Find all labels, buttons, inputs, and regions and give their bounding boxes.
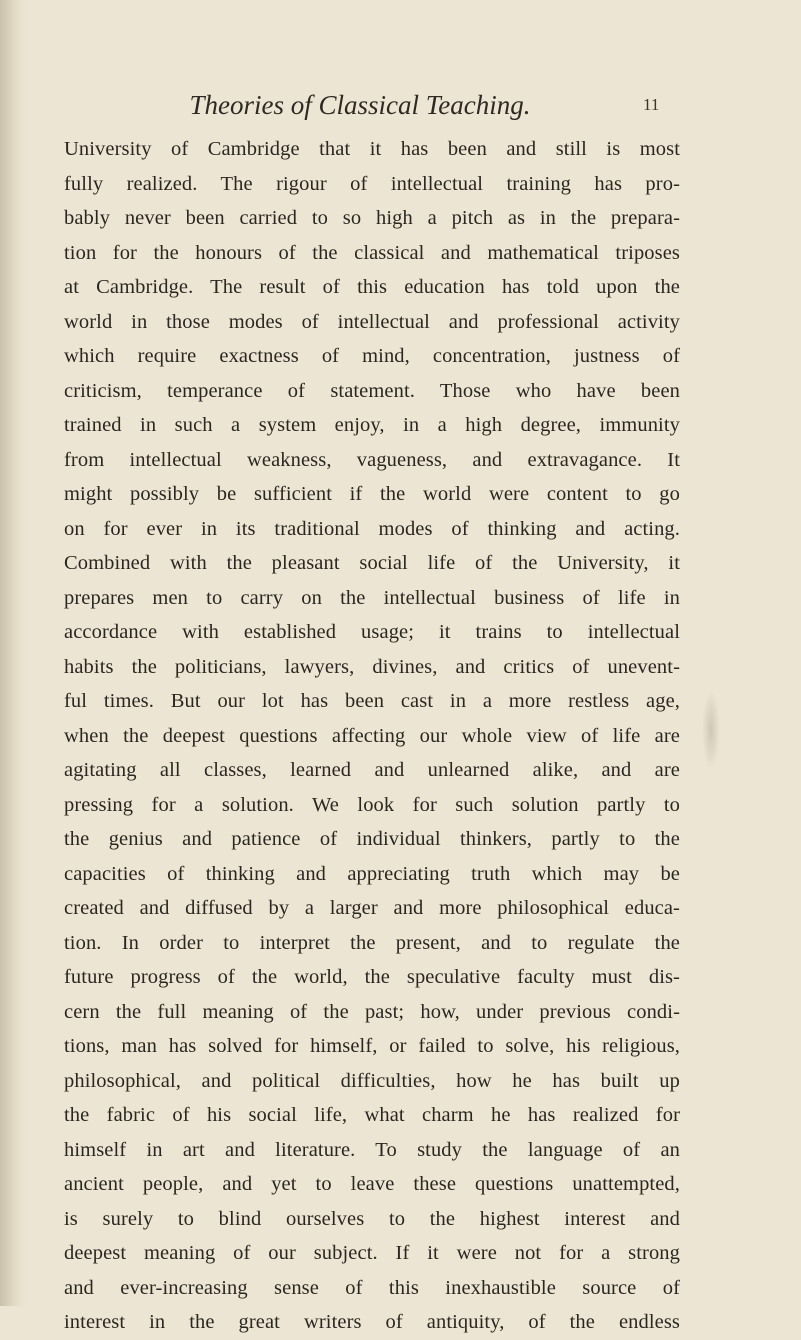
text-line: on for ever in its traditional modes of thinking and acting. bbox=[64, 517, 680, 540]
text-line: and ever-increasing sense of this inexhaustible source of bbox=[64, 1276, 680, 1299]
text-line: Combined with the pleasant social life of the University, it bbox=[64, 552, 680, 574]
text-line: tion for the honours of the classical and mathematical triposes bbox=[64, 241, 680, 264]
text-line: cern the full meaning of the past; how, under previous condi- bbox=[64, 1000, 680, 1023]
text-line: the genius and patience of individual thinkers, partly to the bbox=[64, 828, 680, 850]
running-head bbox=[60, 88, 660, 122]
page-number: 11 bbox=[643, 95, 660, 114]
text-line: pressing for a solution. We look for such solution partly to bbox=[64, 793, 680, 816]
text-line: is surely to blind ourselves to the highest interest and bbox=[64, 1207, 680, 1230]
body-text bbox=[64, 132, 680, 1340]
text-line: might possibly be sufficient if the world were content to go bbox=[64, 483, 680, 505]
text-line: which require exactness of mind, concentration, justness of bbox=[64, 345, 680, 367]
page-spine-shadow bbox=[0, 0, 26, 1306]
running-title: Theories of Classical Teaching. bbox=[189, 90, 531, 120]
text-line: when the deepest questions affecting our whole view of life are bbox=[64, 724, 680, 747]
text-line: created and diffused by a larger and more philosophical educa- bbox=[64, 897, 680, 919]
text-line: criticism, temperance of statement. Those who have been bbox=[64, 379, 680, 402]
text-line: world in those modes of intellectual and professional activity bbox=[64, 310, 680, 333]
text-line: ful times. But our lot has been cast in a more restless age, bbox=[64, 690, 680, 712]
text-line: bably never been carried to so high a pitch as in the prepara- bbox=[64, 207, 680, 229]
text-line: prepares men to carry on the intellectual business of life in bbox=[64, 586, 680, 609]
text-line: philosophical, and political difficulties, how he has built up bbox=[64, 1069, 680, 1092]
text-line: fully realized. The rigour of intellectual training has pro- bbox=[64, 172, 680, 195]
text-line: interest in the great writers of antiquity, of the endless bbox=[64, 1311, 680, 1333]
text-line: trained in such a system enjoy, in a high degree, immunity bbox=[64, 414, 680, 436]
text-line: tions, man has solved for himself, or failed to solve, his religious, bbox=[64, 1035, 680, 1057]
text-line: agitating all classes, learned and unlearned alike, and are bbox=[64, 759, 680, 781]
text-line: at Cambridge. The result of this education has told upon the bbox=[64, 276, 680, 298]
text-line: deepest meaning of our subject. If it were not for a strong bbox=[64, 1242, 680, 1264]
text-line: the fabric of his social life, what charm he has realized for bbox=[64, 1104, 680, 1126]
text-line: accordance with established usage; it trains to intellectual bbox=[64, 621, 680, 643]
text-line: from intellectual weakness, vagueness, and extravagance. It bbox=[64, 448, 680, 471]
text-line: future progress of the world, the speculative faculty must dis- bbox=[64, 966, 680, 988]
text-line: capacities of thinking and appreciating truth which may be bbox=[64, 862, 680, 885]
text-line: himself in art and literature. To study the language of an bbox=[64, 1138, 680, 1161]
text-line: ancient people, and yet to leave these questions unattempted, bbox=[64, 1173, 680, 1195]
margin-stain bbox=[702, 690, 720, 770]
text-line: tion. In order to interpret the present, and to regulate the bbox=[64, 931, 680, 954]
text-line: habits the politicians, lawyers, divines, and critics of unevent- bbox=[64, 655, 680, 678]
text-line: University of Cambridge that it has been and still is most bbox=[64, 138, 680, 160]
